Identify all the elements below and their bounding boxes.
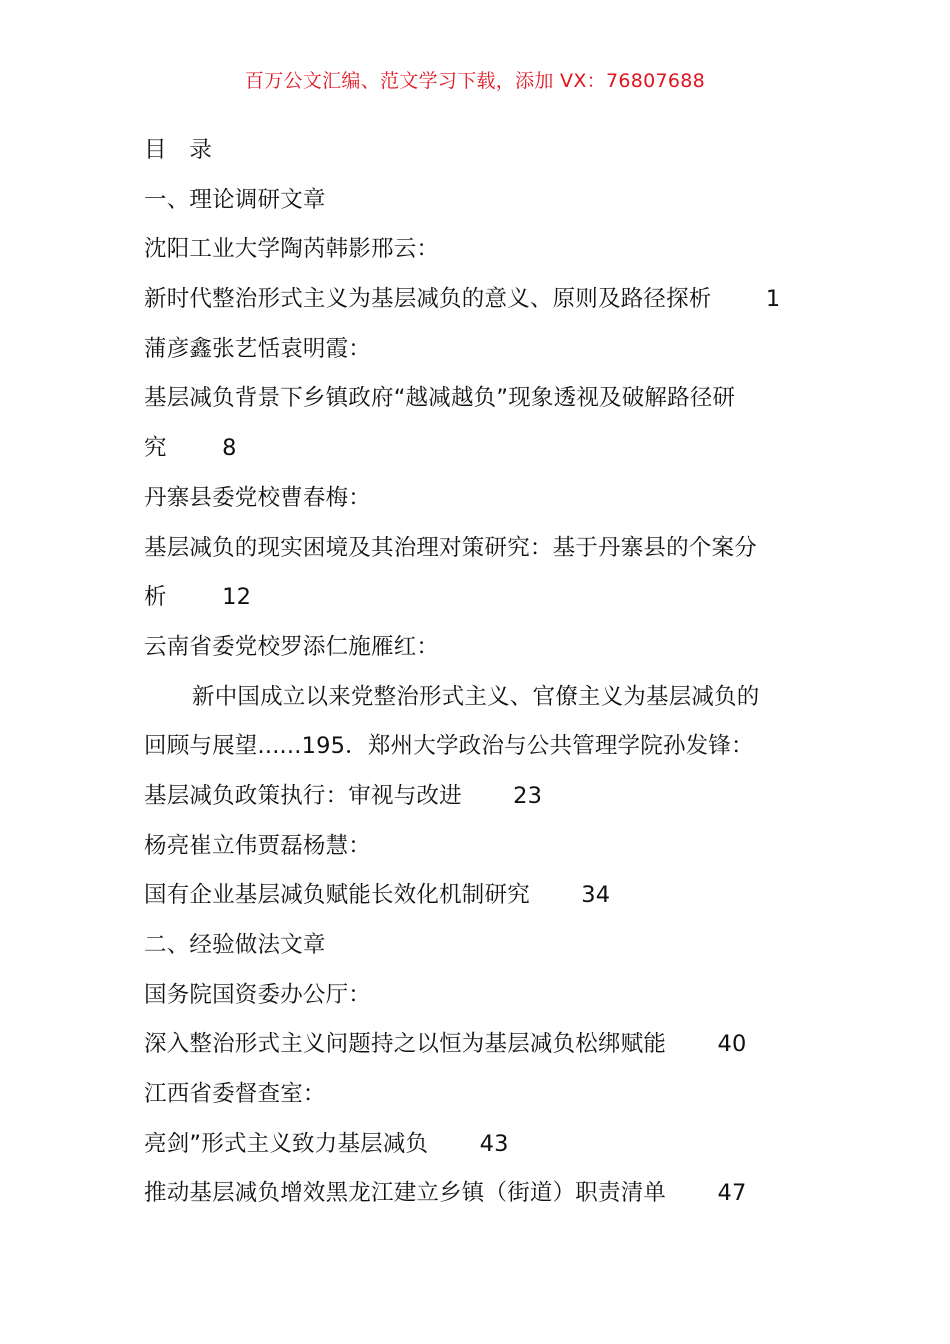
toc-entry [144,1020,824,1070]
toc-entry-title: 新中国成立以来党整治形式主义、官僚主义为基层减负的 [192,683,760,710]
toc-page-number: 40 [717,1031,747,1058]
toc-entry-title: 回顾与展望......195．郑州大学政治与公共管理学院孙发锋： [144,733,754,760]
watermark-header: 百万公文汇编、范文学习下载，添加 VX：76807688 [244,70,706,92]
toc-title: 目 录 [144,137,213,163]
toc-entry [144,772,824,822]
toc-author: 云南省委党校罗添仁施雁红： [144,633,440,660]
toc-author: 国务院国资委办公厅： [144,981,372,1008]
section-heading-2: 二、经验做法文章 [144,932,326,958]
toc-entry [144,1120,824,1170]
toc-entry-title: 新时代整治形式主义为基层减负的意义、原则及路径探析 [144,286,712,313]
toc-entry [144,275,824,325]
toc-entry-title: 基层减负背景下乡镇政府“越减越负”现象透视及破解路径研 [144,385,736,412]
toc-entry-title: 推动基层减负增效黑龙江建立乡镇（街道）职责清单 [144,1180,667,1207]
toc-entry-title: 深入整治形式主义问题持之以恒为基层减负松绑赋能 [144,1031,667,1058]
toc-entry-title: 国有企业基层减负赋能长效化机制研究 [144,882,530,909]
toc-entry-title: 亮剑”形式主义致力基层减负 [144,1130,429,1157]
toc-entry [144,871,824,921]
toc-author: 杨亮崔立伟贾磊杨慧： [144,832,372,859]
table-of-contents [144,126,824,1219]
toc-entry-title: 基层减负的现实困境及其治理对策研究：基于丹寨县的个案分 [144,534,757,561]
toc-author: 蒲彦鑫张艺恬袁明霞： [144,335,372,362]
toc-entry-title: 究 [144,435,167,462]
toc-entry-title: 基层减负政策执行：审视与改进 [144,782,462,809]
toc-author: 江西省委督查室： [144,1081,326,1108]
toc-page-number: 8 [222,435,237,462]
toc-page-number: 1 [765,286,781,313]
toc-entry [144,573,824,623]
toc-page-number: 12 [222,584,252,611]
toc-entry [144,1169,824,1219]
toc-page-number: 34 [581,882,611,909]
toc-page-number: 23 [513,782,543,809]
toc-entry [144,424,824,474]
toc-author: 沈阳工业大学陶芮韩影邢云： [144,236,440,263]
section-heading-1: 一、理论调研文章 [144,186,326,213]
toc-page-number: 43 [479,1130,509,1157]
toc-entry-title: 析 [144,584,167,611]
toc-author: 丹寨县委党校曹春梅： [144,484,372,511]
toc-page-number: 47 [717,1180,747,1207]
